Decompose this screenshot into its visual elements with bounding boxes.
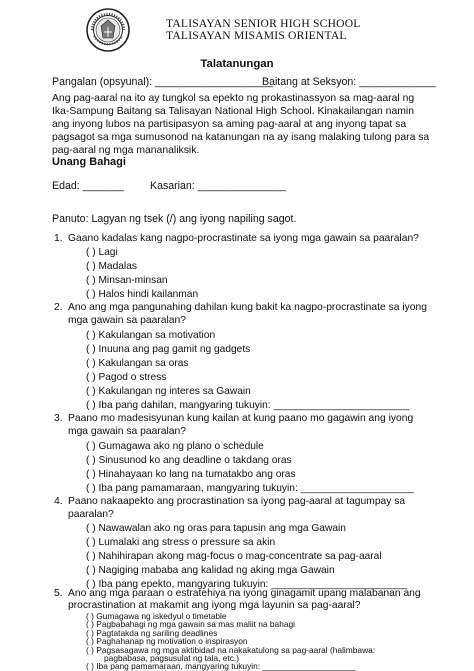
question-5-option-3[interactable]: ( ) Pagtatakda ng sariling deadlines — [86, 627, 218, 638]
school-location: TALISAYAN MISAMIS ORIENTAL — [166, 29, 347, 42]
age-field-label: Edad: _______ — [52, 180, 124, 192]
question-1 — [54, 233, 419, 246]
school-name-block — [166, 18, 361, 42]
question-2 — [54, 302, 427, 327]
question-3-option-3[interactable]: ( ) Hinahayaan ko lang na tumatakbo ang oras — [86, 469, 296, 480]
section-title: Unang Bahagi — [52, 156, 126, 168]
question-2-option-5[interactable]: ( ) Kakulangan ng interes sa Gawain — [86, 386, 251, 397]
question-5-option-2[interactable]: ( ) Pagbabahagi ng mga gawain sa mas maliit na bahagi — [86, 619, 296, 630]
grade-section-field-label: Baitang at Seksyon: _____________ — [262, 76, 436, 88]
question-4-option-5[interactable]: ( ) Iba pang epekto, mangyaring tukuyin: ________________________ — [86, 579, 408, 590]
question-number: 5. — [54, 588, 63, 599]
question-5 — [54, 588, 421, 611]
question-text-line: mga gawain sa paaralan? — [68, 425, 186, 437]
question-number: 2. — [54, 302, 63, 313]
question-text-line: Ano ang mga pangunahing dahilan kung bakit ka nagpo-procrastinate sa iyong — [68, 302, 427, 313]
question-3-option-1[interactable]: ( ) Gumagawa ako ng plano o schedule — [86, 441, 264, 452]
question-5-option-5[interactable]: ( ) Pagsasagawa ng mga aktibidad na nakakatulong sa pag-aaral (halimbawa: — [86, 644, 376, 655]
intro-paragraph: Ang pag-aaral na ito ay tungkol sa epekto ng prokastinassyon sa mag-aaral ng Ika-Sampung Baitang sa Talisayan National High School. Kinakailangan namin ang inyong lubos na partisipasyon sa aming pag-aaral at ang inyong tapat sa pagsagot sa mga sumusonod na katanungan na ay isang malaking tulong para sa pag-aaral ng mga mananaliksik. — [52, 93, 430, 156]
instructions: Panuto: Lagyan ng tsek (/) ang iyong napiling sagot. — [52, 213, 297, 225]
question-1-option-3[interactable]: ( ) Minsan-minsan — [86, 275, 168, 286]
question-4-option-1[interactable]: ( ) Nawawalan ako ng oras para tapusin ang mga Gawain — [86, 523, 346, 534]
name-field-label: Pangalan (opsyunal): ____________________ — [52, 76, 273, 88]
question-5-option-6[interactable]: ( ) Iba pang pamamaraan, mangyaring tukuyin: ____________________ — [86, 661, 356, 671]
question-5-option-5-continued: pagbabasa, pagsusulat ng tala, etc.) — [104, 653, 240, 663]
question-1-option-1[interactable]: ( ) Lagi — [86, 247, 118, 258]
question-text-line: mga gawain sa paaralan? — [68, 314, 186, 326]
sex-field-label: Kasarian: _______________ — [150, 180, 287, 192]
question-2-option-2[interactable]: ( ) Inuuna ang pag gamit ng gadgets — [86, 344, 251, 355]
question-2-option-6[interactable]: ( ) Iba pang dahilan, mangyaring tukuyin: ________________________ — [86, 400, 410, 411]
question-4-option-4[interactable]: ( ) Nagiging mababa ang kalidad ng aking mga Gawain — [86, 565, 335, 576]
page-title: Talatanungan — [200, 58, 274, 70]
question-2-option-4[interactable]: ( ) Pagod o stress — [86, 372, 167, 383]
question-1-option-4[interactable]: ( ) Halos hindi kailanman — [86, 289, 199, 300]
question-2-option-1[interactable]: ( ) Kakulangan sa motivation — [86, 330, 216, 341]
question-5-option-4[interactable]: ( ) Paghahanap ng motivation o inspirasyon — [86, 636, 248, 647]
question-5-option-1[interactable]: ( ) Gumagawa ng iskedyul o timetable — [86, 611, 227, 621]
question-1-option-2[interactable]: ( ) Madalas — [86, 261, 137, 272]
question-text-line: Paano mo madesisyunan kung kailan at kung paano mo gagawin ang iyong — [68, 413, 414, 424]
question-text-line: paaralan? — [68, 508, 114, 520]
question-3-option-4[interactable]: ( ) Iba pang pamamaraan, mangyaring tukuyin: ____________________ — [86, 483, 414, 494]
question-number: 1. — [54, 233, 63, 244]
question-4 — [54, 496, 406, 521]
question-4-option-2[interactable]: ( ) Lumalaki ang stress o pressure sa akin — [86, 537, 276, 548]
question-text-line: Ano ang mga paraan o estratehiya na iyong ginagamit upang malabanan ang — [68, 588, 421, 599]
question-number: 3. — [54, 413, 63, 424]
question-text-line: procrastination at makamit ang iyong mga layunin sa pag-aaral? — [68, 599, 361, 611]
school-seal-icon — [86, 8, 130, 52]
question-text-line: Gaano kadalas kang nagpo-procrastinate sa iyong mga gawain sa paaralan? — [68, 233, 419, 244]
question-2-option-3[interactable]: ( ) Kakulangan sa oras — [86, 358, 189, 369]
question-3 — [54, 413, 414, 438]
question-3-option-2[interactable]: ( ) Sinusunod ko ang deadline o takdang oras — [86, 455, 292, 466]
question-number: 4. — [54, 496, 63, 507]
school-name: TALISAYAN SENIOR HIGH SCHOOL — [166, 17, 361, 30]
school-header — [86, 8, 416, 54]
question-text-line: Paano nakaapekto ang procrastination sa iyong pag-aaral at tagumpay sa — [68, 496, 406, 507]
question-4-option-3[interactable]: ( ) Nahihirapan akong mag-focus o mag-concentrate sa pag-aaral — [86, 551, 382, 562]
